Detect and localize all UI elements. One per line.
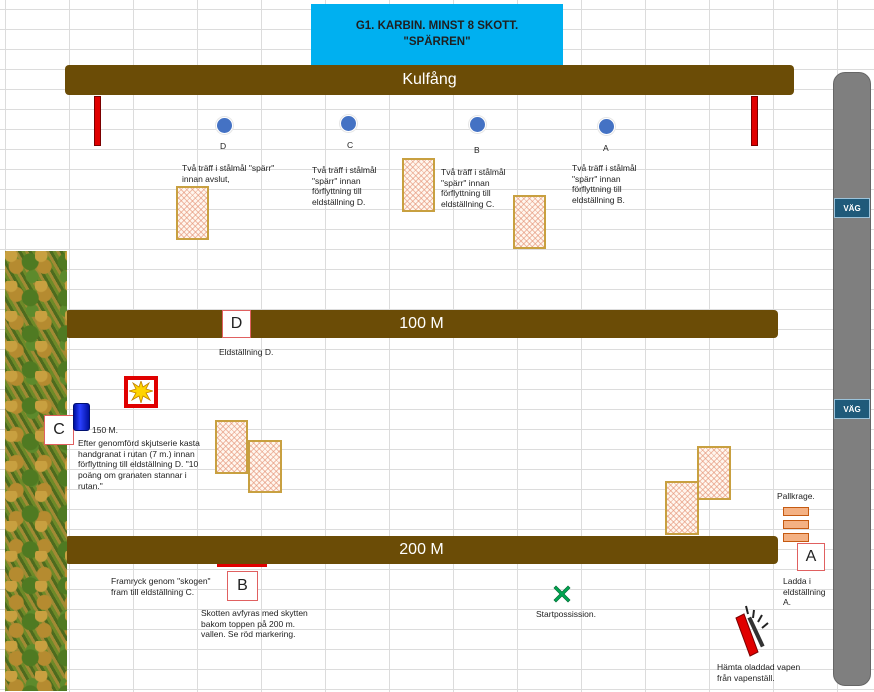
pallkrage-plank-2 — [783, 520, 809, 529]
bar-100m-label: 100 M — [399, 315, 444, 332]
hatch-box-1 — [176, 186, 209, 240]
weapon-rack-icon — [734, 604, 774, 658]
station-b-letter: B — [237, 577, 248, 594]
pallkrage-plank-1 — [783, 507, 809, 516]
station-b-box — [227, 571, 258, 601]
target-letter-d: D — [220, 141, 227, 151]
bar-100m — [65, 310, 778, 338]
hatch-box-5 — [248, 440, 282, 493]
hatch-box-3 — [513, 195, 546, 249]
forest-advance-note: Framryck genom "skogen" fram till eldställning C. — [111, 576, 211, 597]
pallkrage-plank-3 — [783, 533, 809, 542]
pallkrage-label: Pallkrage. — [777, 491, 815, 501]
station-c-distance: 150 M. — [92, 425, 118, 435]
hatch-box-4 — [215, 420, 248, 474]
station-b-note: Skotten avfyras med skytten bakom toppen på 200 m. vallen. Se röd markering. — [201, 608, 308, 640]
title-line-2: "SPÄRREN" — [403, 35, 471, 48]
target-dot-a — [598, 118, 615, 135]
target-note-c: Två träff i stålmål "spärr" innan förflyttning till eldställning D. — [312, 165, 377, 207]
target-letter-a: A — [603, 143, 609, 153]
red-post-right — [751, 96, 758, 146]
target-note-b: Två träff i stålmål "spärr" innan förflyttning till eldställning C. — [441, 167, 506, 209]
barrel-icon — [73, 403, 90, 431]
station-d-note: Eldställning D. — [219, 347, 274, 357]
target-dot-b — [469, 116, 486, 133]
start-cross-icon — [552, 584, 572, 604]
title-line-1: G1. KARBIN. MINST 8 SKOTT. — [355, 19, 519, 32]
station-a-box — [797, 543, 825, 571]
road-sign-bottom-label: VÄG — [843, 404, 861, 414]
target-note-d: Två träff i stålmål "spärr" innan avslut, — [182, 163, 275, 184]
target-letter-c: C — [347, 140, 354, 150]
fetch-weapon-note: Hämta oladdad vapen från vapenställ. — [717, 662, 801, 683]
station-c-box — [44, 415, 74, 445]
target-note-a: Två träff i stålmål "spärr" innan förflyttning till eldställning B. — [572, 163, 637, 205]
station-d-box — [222, 310, 251, 338]
grenade-box — [124, 376, 158, 408]
station-c-note: Efter genomförd skjutserie kasta handgranat i rutan (7 m.) innan förflyttning till eldställning D. "10 poäng om granaten stannar i rutan." — [78, 438, 200, 491]
forest — [5, 251, 67, 691]
explosion-icon — [129, 381, 153, 403]
hatch-box-7 — [665, 481, 699, 535]
road-sign-bottom — [834, 399, 870, 419]
bar-200m — [65, 536, 778, 564]
start-note: Startpossission. — [536, 609, 596, 619]
hatch-box-2 — [402, 158, 435, 212]
bar-200m-label: 200 M — [399, 541, 444, 558]
road — [833, 72, 871, 686]
kulfang-bar — [65, 65, 794, 95]
road-sign-top — [834, 198, 870, 218]
title-box — [311, 4, 563, 65]
target-dot-c — [340, 115, 357, 132]
red-marking — [217, 564, 267, 567]
hatch-box-6 — [697, 446, 731, 500]
kulfang-label: Kulfång — [402, 71, 457, 88]
road-sign-top-label: VÄG — [843, 203, 861, 213]
station-d-letter: D — [230, 315, 243, 332]
station-a-letter: A — [805, 548, 817, 565]
target-letter-b: B — [474, 145, 480, 155]
red-post-left — [94, 96, 101, 146]
target-dot-d — [216, 117, 233, 134]
station-a-note: Ladda i eldställning A. — [783, 576, 826, 608]
station-c-letter: C — [53, 421, 65, 438]
